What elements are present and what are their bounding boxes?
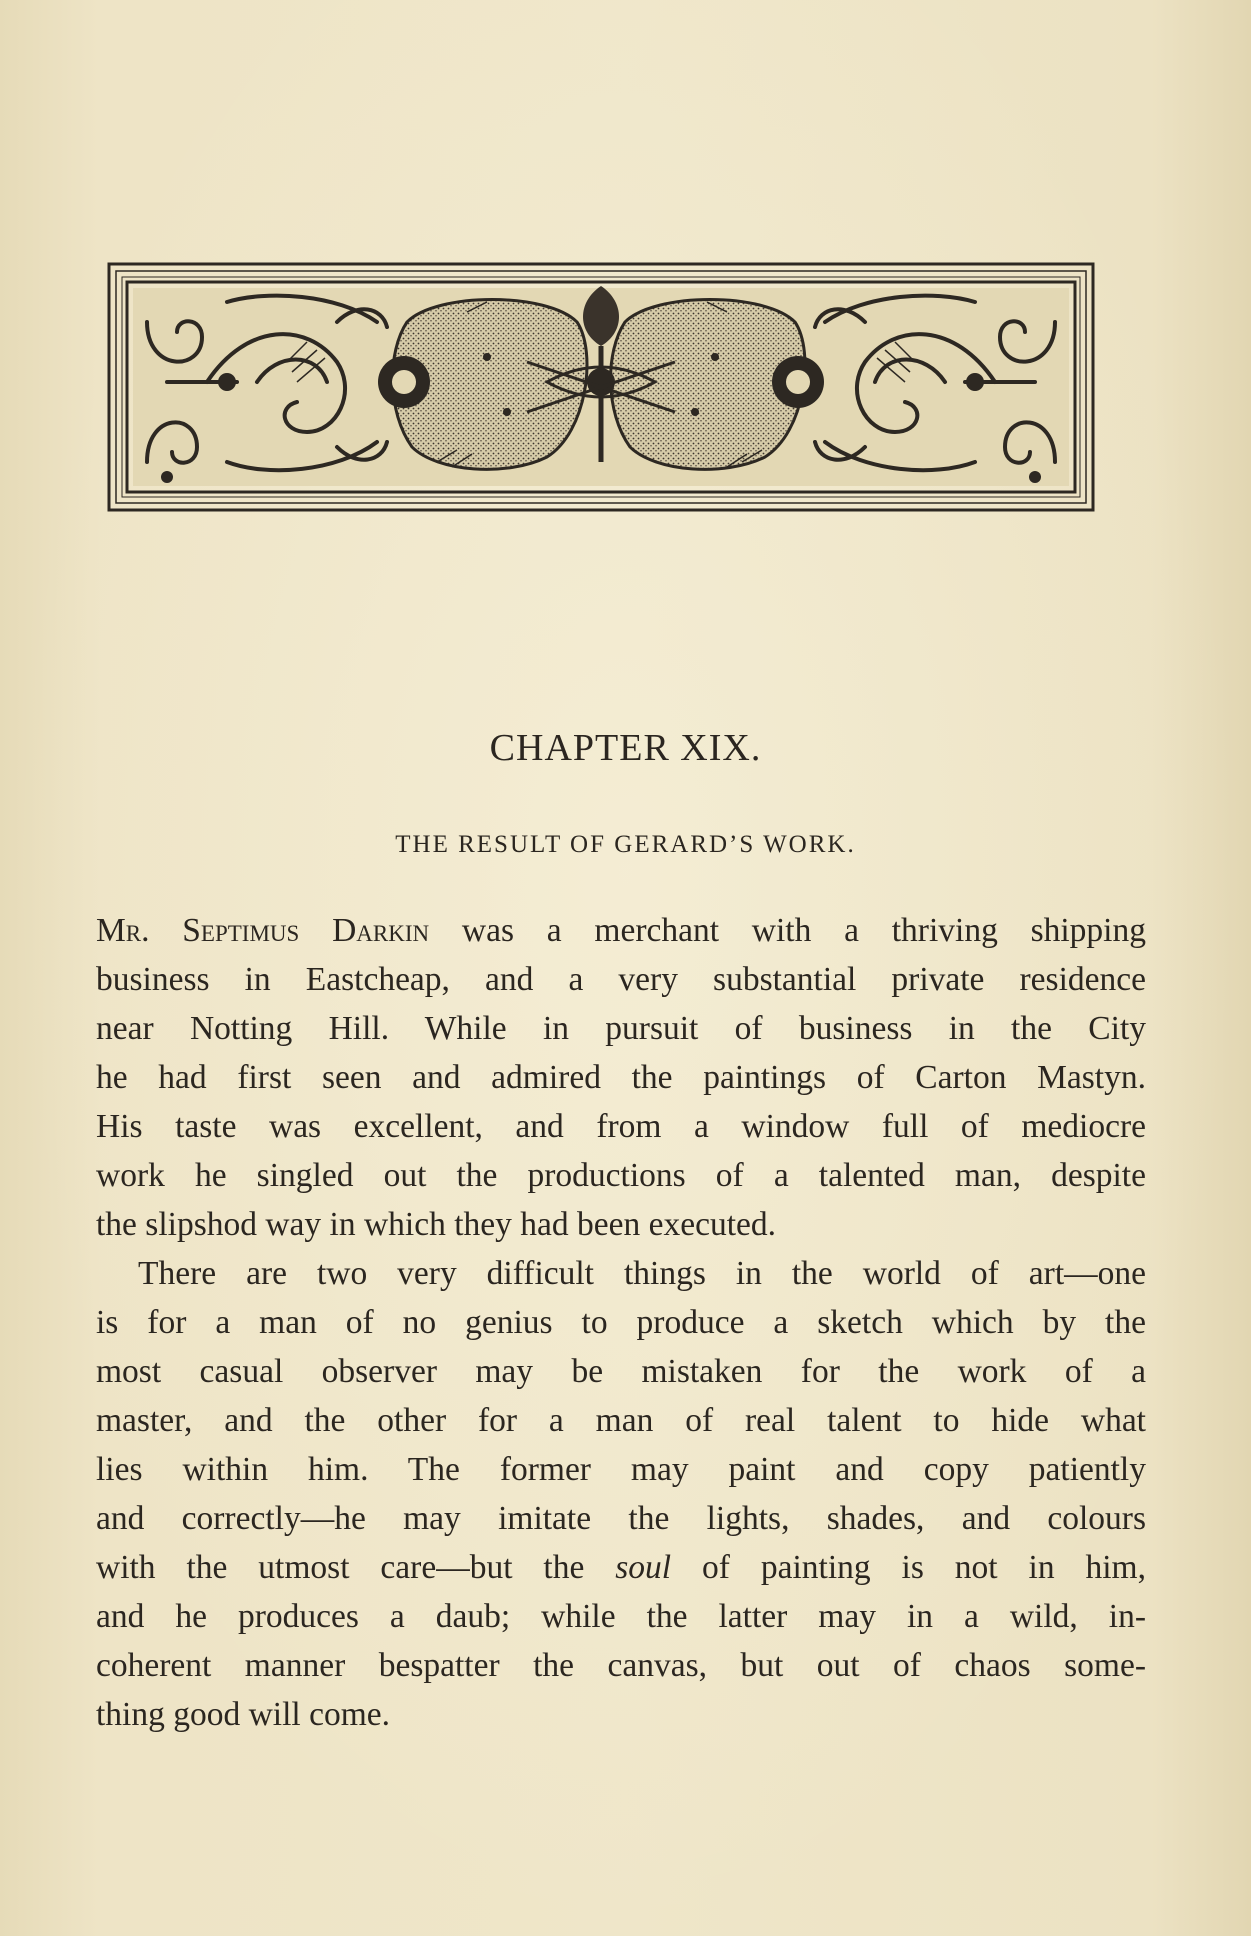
text-line: coherent manner bespatter the canvas, but out of chaos some- [96,1647,1146,1684]
lead-word: Septimus [182,912,300,949]
chapter-title: CHAPTER XIX. [489,727,762,769]
text-line: business in Eastcheap, and a very substantial private residence [96,961,1146,998]
chapter-body [96,906,1146,1739]
text-line: near Notting Hill. While in pursuit of business in the City [96,1010,1146,1047]
text-line [96,906,1146,955]
lead-word: Darkin [332,912,430,949]
text-line: is for a man of no genius to produce a sketch which by the [96,1304,1146,1341]
text-line: thing good will come. [96,1696,391,1733]
text-line: and he produces a daub; while the latter may in a wild, in- [96,1598,1146,1635]
text-line: There are two very difficult things in the world of art—one [138,1255,1146,1292]
text-line: and correctly—he may imitate the lights, shades, and colours [96,1500,1146,1537]
text-line: master, and the other for a man of real talent to hide what [96,1402,1146,1439]
text-line: His taste was excellent, and from a window full of mediocre [96,1108,1146,1145]
text-line: he had first seen and admired the paintings of Carton Mastyn. [96,1059,1146,1096]
headpiece-engraving [107,262,1095,512]
text-line: most casual observer may be mistaken for the work of a [96,1353,1146,1390]
ornamental-headpiece [107,262,1095,512]
text-fragment: was a merchant with a thriving shipping [429,912,1146,949]
paragraph-2 [96,1249,1146,1739]
lead-word: Mr. [96,912,150,949]
text-line: lies within him. The former may paint and copy patiently [96,1451,1146,1488]
text-line: work he singled out the productions of a talented man, despite [96,1157,1146,1194]
text-fragment: with the utmost care—but the [96,1549,616,1586]
chapter-subtitle: THE RESULT OF GERARD’S WORK. [395,831,856,858]
paragraph-1 [96,906,1146,1249]
text-fragment: of painting is not in him, [671,1549,1146,1586]
emphasis-word: soul [615,1549,672,1586]
text-line [96,1543,1146,1592]
text-line: the slipshod way in which they had been executed. [96,1206,777,1243]
